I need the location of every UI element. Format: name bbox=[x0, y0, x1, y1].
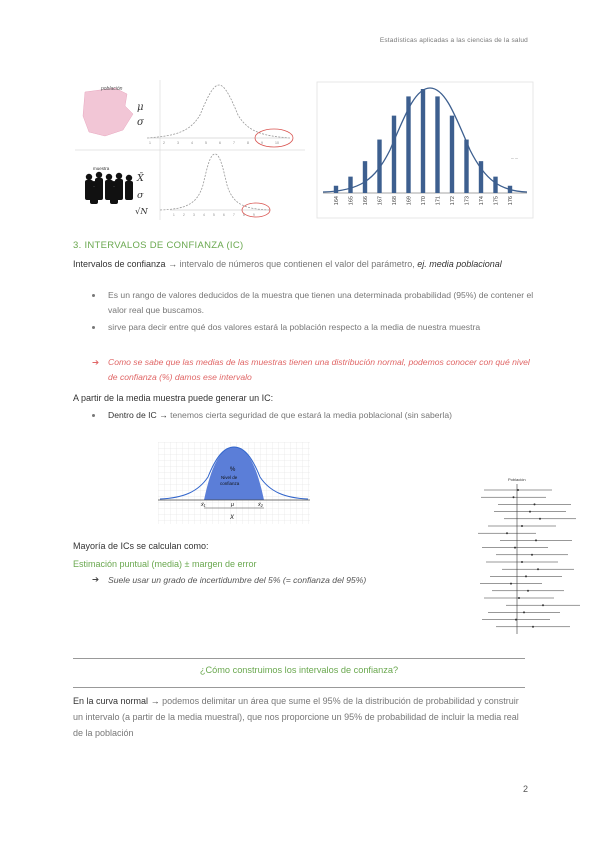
interval-mean-marker bbox=[517, 489, 519, 491]
interval-mean-marker bbox=[521, 525, 523, 527]
box-bottom-rule bbox=[73, 687, 525, 688]
histogram-tick-label: 172 bbox=[450, 196, 456, 206]
svg-text:3: 3 bbox=[193, 213, 195, 217]
ci-percent-label: % bbox=[230, 467, 236, 473]
svg-text:5: 5 bbox=[205, 141, 207, 145]
histogram-tick-label: 174 bbox=[479, 196, 485, 206]
svg-text:6: 6 bbox=[219, 141, 221, 145]
definition-text: intervalo de números que contienen el valor del parámetro, bbox=[179, 259, 415, 269]
histogram-tick-label: 165 bbox=[348, 196, 355, 206]
sample-sigma-symbol: σ bbox=[137, 190, 144, 201]
svg-text:1: 1 bbox=[173, 213, 175, 217]
confidence-note: Como se sabe que las medias de las muestras tienen una distribución normal, podemos conocer con qué nivel de confianza (%) damos ese intervalo bbox=[108, 357, 530, 382]
interval-mean-marker bbox=[513, 496, 515, 498]
svg-text:1: 1 bbox=[149, 141, 151, 145]
histogram-bar bbox=[348, 177, 352, 193]
svg-text:10: 10 bbox=[275, 141, 279, 145]
page-number: 2 bbox=[522, 784, 528, 794]
most-ics-line: Mayoría de ICs se calculan como: bbox=[73, 541, 209, 551]
formula-note: Suele usar un grado de incertidumbre del 5% (= confianza del 95%) bbox=[108, 575, 367, 585]
svg-text:8: 8 bbox=[243, 213, 245, 217]
ci-x1-label: x̄₁ bbox=[201, 502, 206, 508]
histogram-tick-label: 170 bbox=[421, 196, 427, 206]
box-lead-term: En la curva normal bbox=[73, 696, 149, 706]
histogram-tick-label: 176 bbox=[508, 196, 514, 206]
box-lead-text: podemos delimitar un área que sume el 95% de la distribución de probabilidad y construir un intervalo (a partir de la media muestral), que nos proporcione un 95% de probabilidad de incluir la media real de la población bbox=[73, 696, 519, 738]
svg-text:8: 8 bbox=[247, 141, 249, 145]
repeated-intervals-figure bbox=[476, 474, 586, 639]
interval-mean-marker bbox=[542, 604, 544, 606]
svg-text:2: 2 bbox=[163, 141, 165, 145]
histogram-bar bbox=[363, 161, 367, 193]
histogram-bar bbox=[435, 96, 439, 193]
bullet-item-2: sirve para decir entre qué dos valores estará la población respecto a la media de nuestra muestra bbox=[108, 322, 481, 332]
bullet-dot bbox=[92, 414, 95, 417]
histogram-figure bbox=[315, 80, 535, 220]
interval-mean-marker bbox=[535, 539, 537, 541]
interval-mean-marker bbox=[539, 518, 541, 520]
svg-text:3: 3 bbox=[177, 141, 179, 145]
histogram-bar bbox=[334, 186, 338, 193]
interval-mean-marker bbox=[527, 590, 529, 592]
definition-paragraph bbox=[73, 256, 525, 272]
bullet-dot bbox=[92, 326, 95, 329]
interval-mean-marker bbox=[515, 619, 517, 621]
confidence-interval-figure bbox=[158, 442, 310, 524]
definition-term: Intervalos de confianza bbox=[73, 259, 166, 269]
histogram-tick-label: 164 bbox=[334, 196, 340, 206]
inside-ic-arrow: → bbox=[159, 410, 168, 420]
svg-text:7: 7 bbox=[233, 141, 235, 145]
sample-label: muestra bbox=[93, 166, 110, 171]
svg-text:6: 6 bbox=[223, 213, 225, 217]
note-arrow-icon: ➔ bbox=[92, 357, 100, 367]
histogram-tick-label: 166 bbox=[363, 196, 369, 206]
histogram-tick-label: 169 bbox=[406, 196, 413, 206]
histogram-bar bbox=[392, 116, 396, 193]
histogram-bar bbox=[493, 177, 497, 193]
inside-ic-text: tenemos cierta seguridad de que estará la media poblacional (sin saberla) bbox=[170, 410, 452, 420]
box-lead-arrow: → bbox=[150, 696, 160, 706]
ci-mu-label: μ bbox=[231, 502, 235, 508]
histogram-bar bbox=[421, 89, 425, 193]
interval-mean-marker bbox=[537, 568, 539, 570]
svg-text:– –: – – bbox=[511, 156, 518, 162]
histogram-tick-label: 173 bbox=[464, 196, 471, 206]
interval-mean-marker bbox=[506, 532, 508, 534]
ci-x-axis-label: X bbox=[230, 515, 235, 521]
population-sample-figure bbox=[75, 80, 305, 220]
ci-x2-label: x̄₂ bbox=[258, 502, 263, 508]
definition-emphasis: ej. media poblacional bbox=[417, 259, 502, 269]
interval-mean-marker bbox=[532, 626, 534, 628]
histogram-bar bbox=[450, 116, 454, 193]
svg-text:4: 4 bbox=[191, 141, 193, 145]
interval-mean-marker bbox=[514, 547, 516, 549]
interval-rows bbox=[478, 489, 580, 628]
histogram-tick-label: 175 bbox=[493, 196, 500, 206]
histogram-bar bbox=[464, 140, 468, 193]
bullet-item-1: Es un rango de valores deducidos de la muestra que tienen una determinada probabilidad (95%) de contener el valor real que buscamos. bbox=[108, 290, 534, 315]
sample-sqrtn-symbol: √N bbox=[135, 207, 148, 217]
interval-mean-marker bbox=[529, 511, 531, 513]
interval-mean-marker bbox=[521, 561, 523, 563]
population-sigma-symbol: σ bbox=[137, 117, 144, 128]
section-title: 3. INTERVALOS DE CONFIANZA (IC) bbox=[73, 240, 244, 251]
definition-arrow: → bbox=[168, 259, 178, 269]
svg-text:7: 7 bbox=[233, 213, 235, 217]
histogram-tick-label: 168 bbox=[392, 196, 398, 206]
bullet-dot bbox=[92, 294, 95, 297]
formula-line: Estimación puntual (media) ± margen de error bbox=[73, 559, 257, 569]
inside-ic-item bbox=[108, 408, 538, 423]
interval-mean-marker bbox=[518, 597, 520, 599]
svg-text:2: 2 bbox=[183, 213, 185, 217]
page-header: Estadísticas aplicadas a las ciencias de la salud bbox=[379, 37, 528, 44]
histogram-tick-label: 167 bbox=[377, 196, 384, 206]
sample-xbar-symbol: X̄ bbox=[137, 173, 144, 184]
inside-ic-term: Dentro de IC bbox=[108, 410, 157, 420]
box-top-rule bbox=[73, 658, 525, 659]
population-mu-symbol: μ bbox=[137, 102, 144, 113]
interval-mean-marker bbox=[534, 503, 536, 505]
interval-mean-marker bbox=[531, 554, 533, 556]
formula-arrow-icon: ➔ bbox=[92, 574, 100, 584]
population-label: población bbox=[101, 86, 123, 92]
box-lead-paragraph bbox=[73, 693, 525, 741]
svg-text:9: 9 bbox=[253, 213, 255, 217]
intervals-title: Población bbox=[508, 477, 526, 482]
from-sample-line: A partir de la media muestra puede generar un IC: bbox=[73, 393, 274, 403]
histogram-tick-label: 171 bbox=[435, 196, 442, 206]
ci-level-label-1: Nivel de bbox=[221, 475, 238, 480]
svg-text:9: 9 bbox=[261, 141, 263, 145]
svg-text:4: 4 bbox=[203, 213, 205, 217]
ci-level-label-2: confianza bbox=[220, 481, 240, 486]
box-title: ¿Cómo construimos los intervalos de confianza? bbox=[199, 665, 399, 675]
interval-mean-marker bbox=[523, 611, 525, 613]
svg-text:5: 5 bbox=[213, 213, 215, 217]
